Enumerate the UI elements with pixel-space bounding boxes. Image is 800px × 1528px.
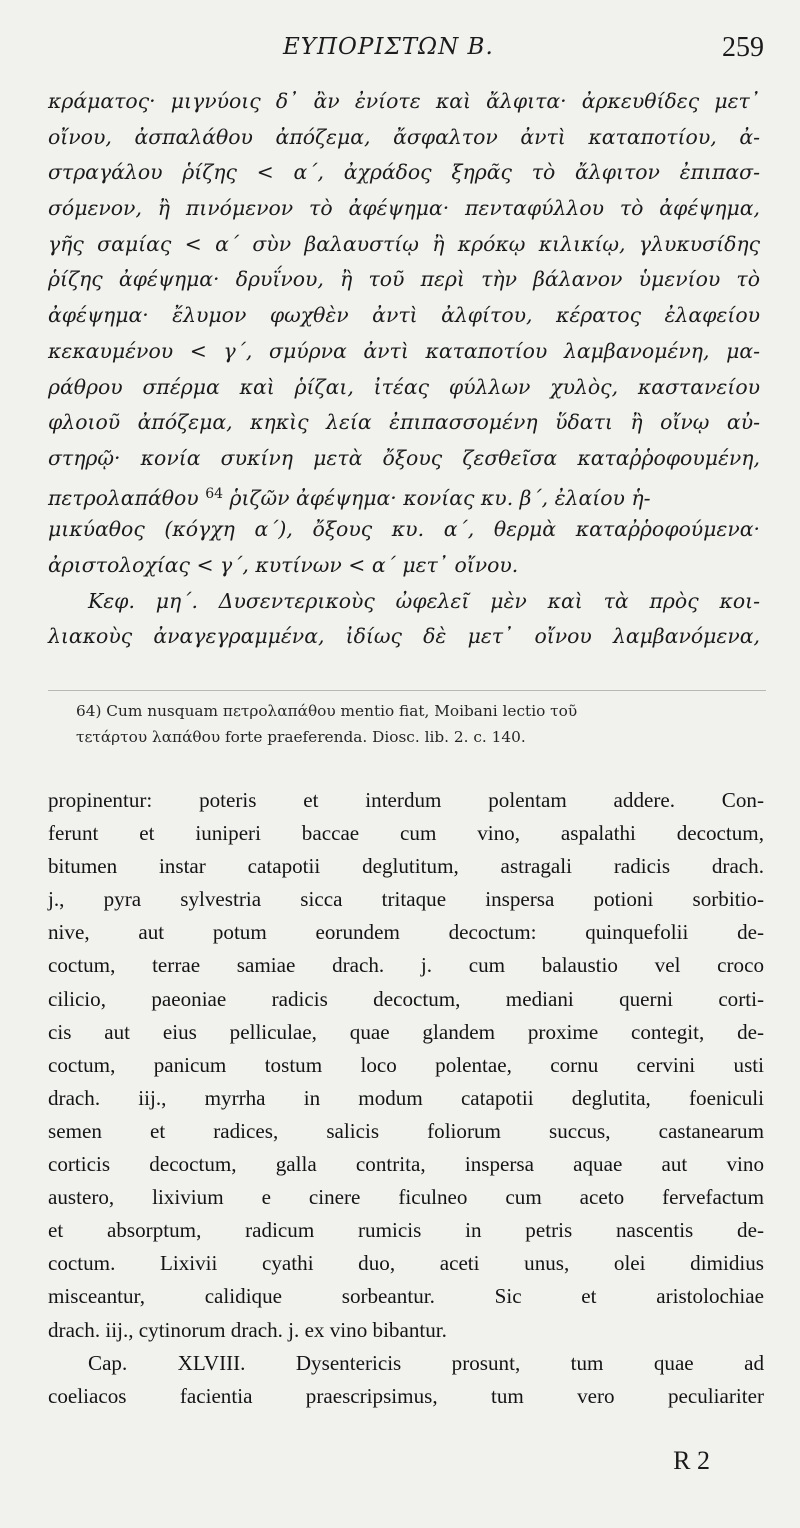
latin-line-13: austero, lixivium e cinere ficulneo cum aceto fervefactum <box>48 1185 764 1210</box>
latin-line-2: ferunt et iuniperi baccae cum vino, aspalathi decoctum, <box>48 821 764 846</box>
latin-chapter-heading-line: Cap. XLVIII. Dysentericis prosunt, tum quae ad <box>88 1350 764 1375</box>
latin-line-15: coctum. Lixivii cyathi duo, aceti unus, olei dimidius <box>48 1251 764 1276</box>
latin-line-17: drach. iij., cytinorum drach. j. ex vino bibantur. <box>48 1317 447 1342</box>
greek-chapter-heading-line: Κεφ. μη΄. Δυσεντερικοὺς ὠφελεῖ μὲν καὶ τὰ πρὸς κοι- <box>88 588 760 613</box>
latin-line-1: propinentur: poteris et interdum polentam addere. Con- <box>48 788 764 812</box>
greek-line-5: γῆς σαμίας < α΄ σὺν βαλαυστίῳ ἢ κρόκῳ κιλικίῳ, γλυκυσίδης <box>48 231 760 256</box>
latin-line-3: bitumen instar catapotii deglutitum, astragali radicis drach. <box>48 854 764 879</box>
latin-line-6: coctum, terrae samiae drach. j. cum balaustio vel croco <box>48 953 764 978</box>
latin-line-19: coeliacos facientia praescripsimus, tum vero peculiariter <box>48 1383 764 1408</box>
latin-line-4: j., pyra sylvestria sicca tritaque inspersa potioni sorbitio- <box>48 887 764 912</box>
greek-line-1: κράματος· μιγνύοις δ᾽ ἂν ἐνίοτε καὶ ἄλφιτα· ἀρκευθίδες μετ᾽ <box>48 89 760 113</box>
latin-line-11: semen et radices, salicis foliorum succus, castanearum <box>48 1118 764 1143</box>
greek-line-10: φλοιοῦ ἀπόζεμα, κηκὶς λεία ἐπιπασσομένη ὕδατι ἢ οἴνῳ αὐ- <box>48 410 760 435</box>
greek-line-8: κεκαυμένου < γ΄, σμύρνα ἀντὶ καταποτίου λαμβανομένη, μα- <box>48 338 760 363</box>
greek-line-6: ῥίζης ἀφέψημα· δρυΐνου, ἢ τοῦ περὶ τὴν βάλανον ὑμενίου τὸ <box>48 267 760 292</box>
greek-line-3: στραγάλου ῥίζης < α΄, ἀχράδος ξηρᾶς τὸ ἄλφιτον ἐπιπασ- <box>48 160 760 185</box>
latin-line-10: drach. iij., myrrha in modum catapotii deglutita, foeniculi <box>48 1085 764 1110</box>
greek-line-13: μικύαθος (κόγχη α΄), ὄξους κυ. α΄, θερμὰ καταῤῥοφούμενα· <box>48 517 760 542</box>
greek-line-2: οἴνου, ἀσπαλάθου ἀπόζεμα, ἄσφαλτον ἀντὶ καταποτίου, ἀ- <box>48 124 760 149</box>
running-head: ΕΥΠΟΡΙΣΤΩΝ Β. <box>283 34 494 60</box>
latin-line-12: corticis decoctum, galla contrita, inspersa aquae aut vino <box>48 1152 764 1177</box>
footnote-divider <box>48 690 766 691</box>
page-header <box>48 34 764 74</box>
footnote-line-2: τετάρτου λαπάθου forte praeferenda. Diosc. lib. 2. c. 140. <box>76 728 526 746</box>
footnote-reference-marker: 64 <box>205 485 224 502</box>
latin-line-14: et absorptum, radicum rumicis in petris nascentis de- <box>48 1218 764 1243</box>
greek-line-12 <box>48 477 760 513</box>
latin-line-9: coctum, panicum tostum loco polentae, cornu cervini usti <box>48 1052 764 1077</box>
latin-text-block <box>48 784 764 1413</box>
latin-line-5: nive, aut potum eorundem decoctum: quinquefolii de- <box>48 920 764 945</box>
greek-line-7: ἀφέψημα· ἔλυμον φωχθὲν ἀντὶ ἀλφίτου, κέρατος ἐλαφείου <box>48 303 760 328</box>
greek-line-16: λιακοὺς ἀναγεγραμμένα, ἰδίως δὲ μετ᾽ οἴνου λαμβανόμενα, <box>48 624 760 649</box>
greek-line-12-start: πετρολαπάθου <box>48 485 199 510</box>
latin-line-7: cilicio, paeoniae radicis decoctum, mediani querni corti- <box>48 986 764 1011</box>
greek-line-14: ἀριστολοχίας < γ΄, κυτίνων < α΄ μετ᾽ οἴνου. <box>48 552 519 577</box>
greek-line-4: σόμενον, ἢ πινόμενον τὸ ἀφέψημα· πενταφύλλου τὸ ἀφέψημα, <box>48 196 760 221</box>
latin-line-16: misceantur, calidique sorbeantur. Sic et aristolochiae <box>48 1284 764 1309</box>
printer-signature-mark: R 2 <box>673 1446 710 1475</box>
greek-line-11: στηρῷ· κονία συκίνη μετὰ ὄξους ζεσθεῖσα καταῤῥοφουμένη, <box>48 445 760 470</box>
greek-line-12-end: ῥιζῶν ἀφέψημα· κονίας κυ. β΄, ἐλαίου ἡ- <box>229 485 651 510</box>
footnote-line-1: 64) Cum nusquam πετρολαπάθου mentio fiat, Moibani lectio τοῦ <box>76 702 578 720</box>
greek-line-9: ράθρου σπέρμα καὶ ῥίζαι, ἰτέας φύλλων χυλὸς, καστανείου <box>48 374 760 399</box>
footnote-block <box>76 698 750 750</box>
greek-text-block <box>48 84 760 655</box>
latin-line-8: cis aut eius pelliculae, quae glandem proxime contegit, de- <box>48 1019 764 1044</box>
page-number: 259 <box>722 32 764 63</box>
